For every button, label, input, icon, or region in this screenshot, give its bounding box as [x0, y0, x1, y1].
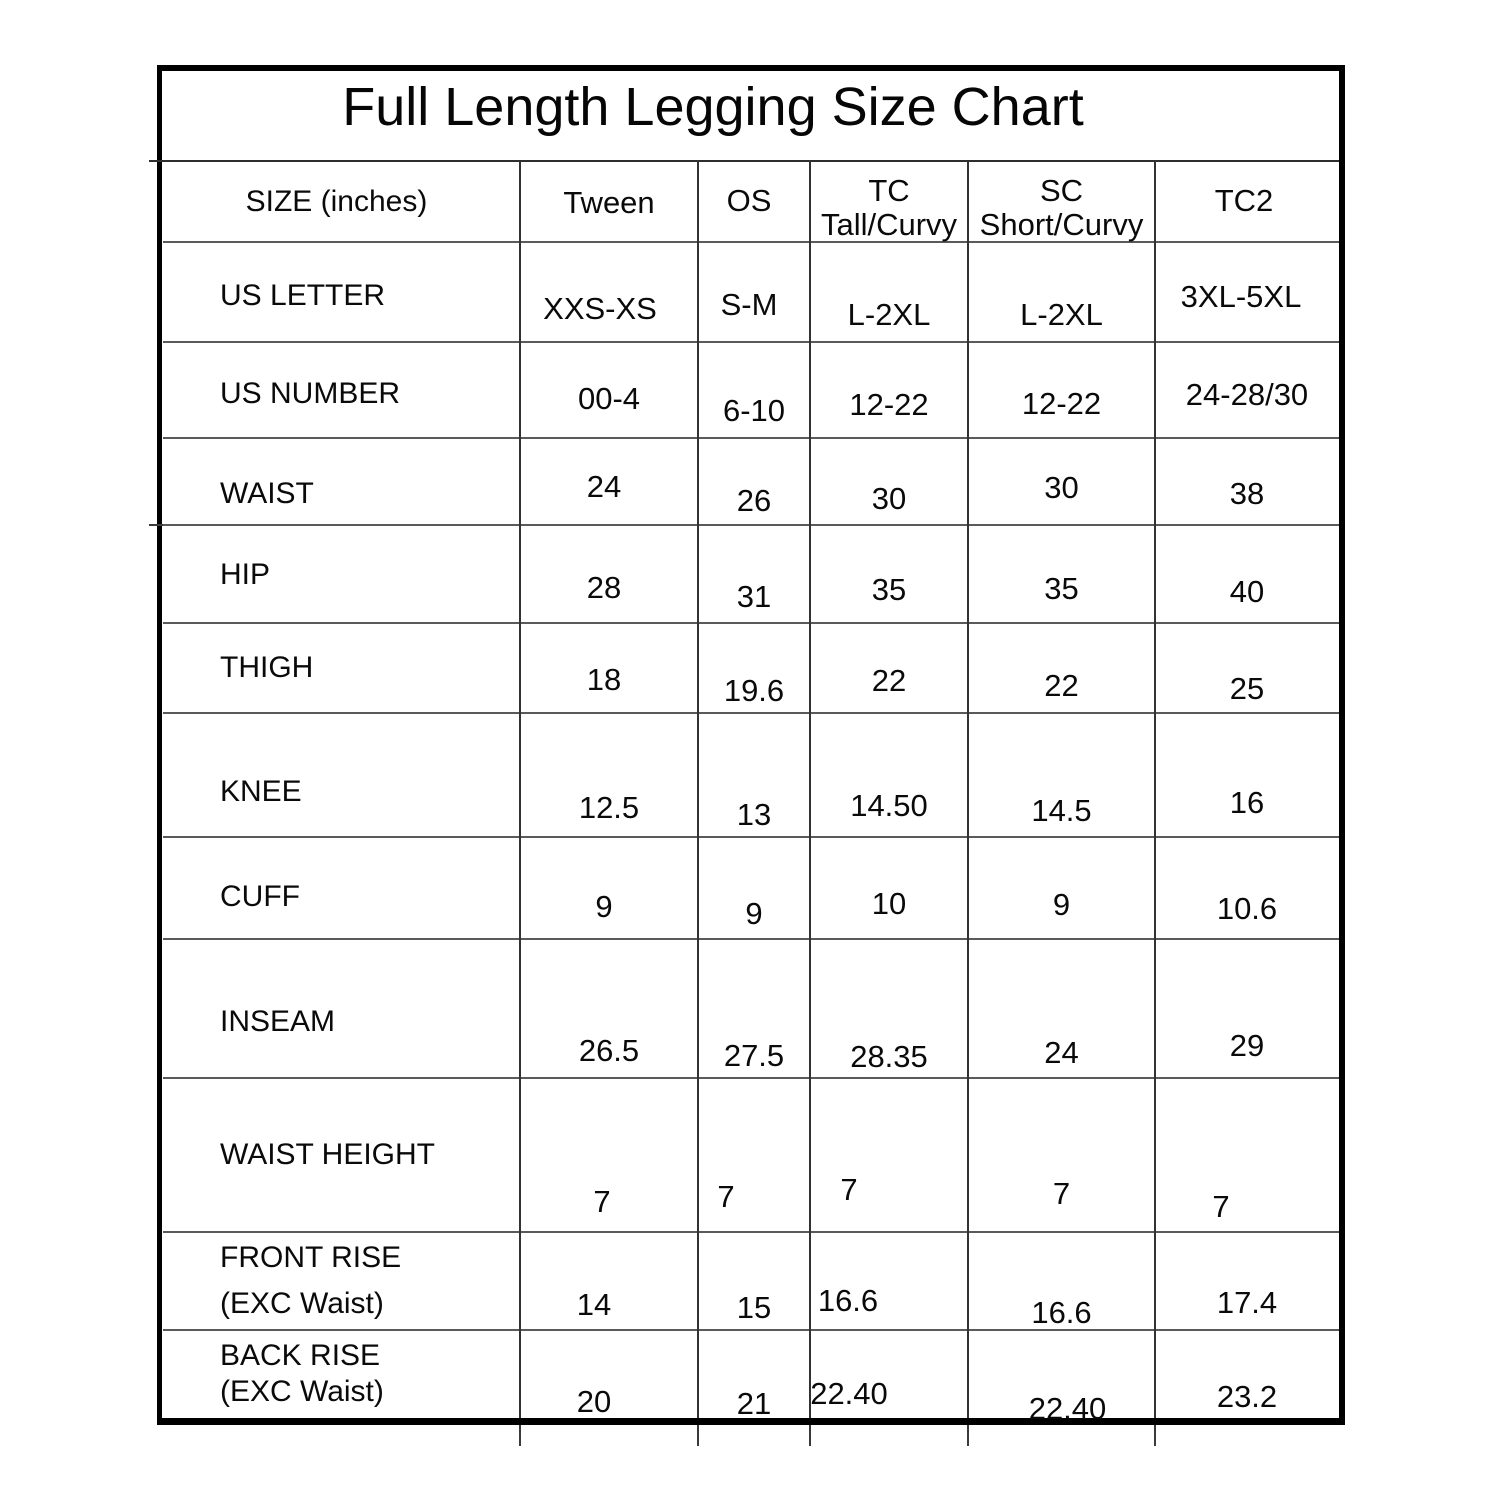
cell-value: 12-22 [1021, 386, 1102, 421]
header-line: Short/Curvy [979, 206, 1144, 242]
cell-thigh-tc2 [1155, 623, 1339, 713]
tick-mark-bottom [967, 1425, 969, 1446]
cell-us-letter-tc2 [1155, 242, 1339, 342]
cell-value: 24 [1044, 1034, 1079, 1070]
chart-title: Full Length Legging Size Chart [342, 76, 1084, 137]
cell-knee-tc2 [1155, 713, 1339, 837]
cell-value: 12-22 [849, 387, 929, 422]
cell-value: 14 [576, 1287, 612, 1322]
cell-cuff-tc [810, 837, 968, 939]
cell-us-number-tween [520, 342, 698, 438]
row-label-line: INSEAM [220, 1004, 336, 1038]
row-label-line: THIGH [220, 651, 314, 684]
row-label-line: HIP [220, 558, 271, 591]
corner-header-label: SIZE (inches) [245, 184, 428, 218]
cell-value: 23.2 [1216, 1379, 1278, 1414]
column-header-tc2 [1152, 160, 1336, 241]
row-label-line: FRONT RISE [220, 1241, 402, 1274]
cell-value: 17.4 [1216, 1285, 1278, 1320]
cell-cuff-tween [520, 837, 698, 939]
cell-hip-tween [520, 525, 698, 623]
cell-value: 7 [1052, 1176, 1071, 1211]
cell-value: 14.50 [850, 788, 928, 823]
cell-value: 9 [1052, 887, 1071, 922]
cell-waist-sc [968, 438, 1155, 525]
cell-front-rise-tween [520, 1232, 698, 1330]
row-label-us-letter [220, 246, 514, 346]
cell-back-rise-tween [520, 1330, 698, 1418]
row-label-cuff [220, 846, 514, 948]
cell-waist-height-sc [968, 1078, 1155, 1232]
cell-knee-sc [968, 713, 1155, 837]
row-label-line: WAIST [220, 476, 314, 510]
cell-waist-height-tc [810, 1078, 968, 1232]
cell-value: 35 [871, 572, 907, 607]
row-label-line: US LETTER [220, 279, 386, 312]
cell-thigh-tc [810, 623, 968, 713]
cell-value: 30 [1044, 469, 1079, 505]
cell-value: 18 [586, 662, 622, 697]
cell-value: 38 [1229, 475, 1265, 511]
cell-hip-sc [968, 525, 1155, 623]
column-header-tc [810, 167, 968, 248]
tick-mark-bottom [809, 1425, 811, 1446]
cell-value: 10 [871, 886, 907, 921]
row-label-knee [220, 730, 514, 854]
cell-value: 40 [1229, 574, 1265, 609]
cell-value: 16.6 [1031, 1295, 1092, 1330]
cell-value: L-2XL [847, 297, 931, 332]
cell-value: 22.40 [1028, 1391, 1107, 1426]
cell-knee-os [698, 713, 810, 837]
cell-cuff-tc2 [1155, 837, 1339, 939]
header-line: Tween [563, 184, 655, 220]
cell-value: 9 [745, 896, 763, 931]
row-label-inseam [220, 952, 514, 1091]
cell-value: 9 [595, 889, 613, 924]
cell-value: 3XL-5XL [1180, 279, 1302, 314]
cell-value: 35 [1044, 571, 1079, 606]
cell-value: 22 [1044, 668, 1079, 703]
cell-us-letter-os [698, 242, 810, 342]
tick-mark-bottom [519, 1425, 521, 1446]
cell-value: 6-10 [722, 393, 786, 428]
cell-value: 10.6 [1216, 891, 1278, 926]
header-line: Tall/Curvy [820, 206, 958, 242]
header-line: TC2 [1214, 182, 1274, 218]
cell-front-rise-sc [968, 1232, 1155, 1330]
row-label-line: BACK RISE [220, 1339, 381, 1372]
header-line: OS [726, 182, 772, 218]
cell-value: 24-28/30 [1185, 377, 1309, 412]
cell-waist-os [698, 438, 810, 525]
cell-value: 30 [871, 480, 907, 516]
cell-value: 28 [586, 570, 622, 605]
cell-hip-tc2 [1155, 525, 1339, 623]
tick-mark-bottom [1154, 1425, 1156, 1446]
cell-value: 24 [586, 468, 622, 504]
cell-knee-tc [810, 713, 968, 837]
cell-us-number-sc [968, 342, 1155, 438]
cell-value: 28.35 [850, 1038, 928, 1074]
cell-back-rise-tc [810, 1330, 968, 1418]
cell-value: 15 [736, 1290, 772, 1325]
row-label-line: KNEE [220, 775, 302, 808]
cell-knee-tween [520, 713, 698, 837]
cell-inseam-tc [810, 939, 968, 1078]
cell-waist-tc [810, 438, 968, 525]
cell-hip-tc [810, 525, 968, 623]
cell-hip-os [698, 525, 810, 623]
column-header-sc [968, 167, 1155, 248]
cell-value: 14.5 [1031, 793, 1092, 828]
cell-us-number-tc [810, 342, 968, 438]
cell-waist-tween [520, 438, 698, 525]
cell-value: 26.5 [578, 1032, 640, 1068]
cell-value: 25 [1229, 671, 1265, 706]
cell-us-number-tc2 [1155, 342, 1339, 438]
row-label-back-rise [220, 1330, 514, 1418]
row-label-hip [220, 526, 514, 624]
cell-waist-height-tc2 [1155, 1078, 1339, 1232]
cell-value: 7 [1212, 1189, 1230, 1224]
tick-mark-bottom [697, 1425, 699, 1446]
cell-waist-height-os [698, 1078, 810, 1232]
row-label-front-rise [220, 1232, 514, 1330]
row-label-waist-height [220, 1078, 514, 1232]
cell-value: 13 [736, 797, 772, 832]
cell-cuff-sc [968, 837, 1155, 939]
cell-value: 22 [871, 663, 907, 698]
cell-us-letter-tc [810, 242, 968, 342]
cell-value: S-M [720, 287, 778, 322]
cell-back-rise-os [698, 1330, 810, 1421]
cell-us-number-os [698, 342, 810, 438]
cell-value: 19.6 [723, 673, 785, 708]
cell-inseam-tween [520, 939, 698, 1078]
cell-value: 7 [593, 1184, 611, 1219]
cell-value: 7 [840, 1172, 858, 1207]
cell-value: 00-4 [577, 381, 641, 416]
cell-thigh-os [698, 623, 810, 713]
row-label-line: (EXC Waist) [220, 1375, 384, 1408]
cell-value: XXS-XS [543, 291, 657, 326]
column-header-size [158, 161, 515, 242]
row-label-thigh [220, 623, 514, 713]
cell-inseam-sc [968, 939, 1155, 1078]
cell-value: 20 [576, 1384, 612, 1419]
cell-back-rise-tc2 [1155, 1330, 1339, 1418]
cell-us-letter-sc [968, 242, 1155, 342]
cell-value: 7 [717, 1179, 735, 1214]
header-line: TC [868, 172, 910, 208]
cell-value: 26 [736, 482, 772, 518]
cell-front-rise-tc2 [1155, 1232, 1339, 1330]
cell-cuff-os [698, 837, 810, 939]
cell-value: 16.6 [817, 1283, 879, 1318]
cell-value: 27.5 [723, 1037, 785, 1073]
cell-waist-height-tween [520, 1078, 698, 1232]
cell-value: L-2XL [1020, 297, 1103, 332]
cell-waist-tc2 [1155, 438, 1339, 525]
cell-thigh-tween [520, 623, 698, 713]
cell-value: 22.40 [810, 1376, 888, 1411]
row-label-waist [220, 450, 514, 537]
cell-value: 31 [736, 579, 772, 614]
header-line: SC [1039, 172, 1084, 208]
cell-us-letter-tween [520, 242, 698, 342]
row-label-line: US NUMBER [220, 377, 401, 410]
cell-value: 21 [736, 1386, 772, 1421]
cell-front-rise-os [698, 1232, 810, 1330]
row-label-line: WAIST HEIGHT [220, 1138, 436, 1171]
tick-mark-left [149, 524, 163, 526]
row-label-us-number [220, 346, 514, 442]
row-label-line: (EXC Waist) [220, 1287, 384, 1320]
row-label-line: CUFF [220, 880, 300, 913]
cell-value: 16 [1229, 785, 1265, 820]
cell-value: 29 [1229, 1027, 1265, 1063]
cell-thigh-sc [968, 623, 1155, 713]
cell-front-rise-tc [810, 1232, 968, 1330]
column-header-tween [520, 162, 698, 243]
cell-value: 12.5 [578, 790, 640, 825]
cell-back-rise-sc [968, 1330, 1155, 1426]
column-header-os [693, 160, 805, 241]
cell-inseam-os [698, 939, 810, 1078]
cell-inseam-tc2 [1155, 939, 1339, 1078]
